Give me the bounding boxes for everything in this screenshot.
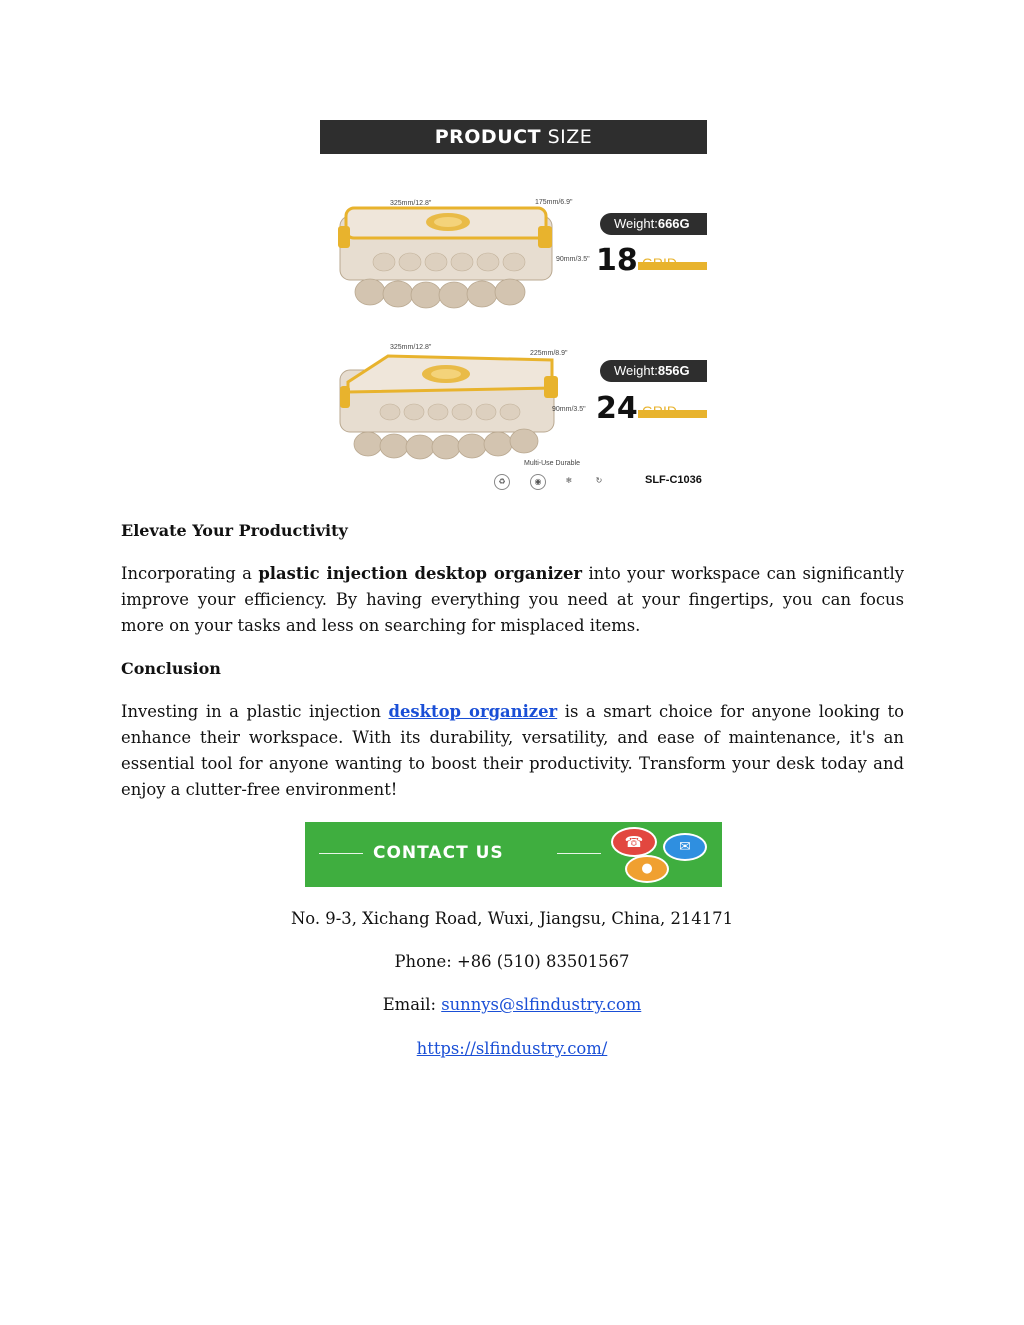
grid-word: GRID [642,255,677,271]
website-line [0,1038,1024,1060]
phone-icon: ☎ [611,827,657,857]
weight-label: Weight: [614,363,658,378]
contact-us-banner [305,822,722,887]
paragraph-productivity [121,561,904,639]
paragraph-text: Investing in a plastic injection [121,702,389,721]
paragraph-text: into your workspace can significantly improve your efficiency. By having everything you need at your fingertips, you can focus more on your tasks and less on searching for misplaced items. [121,564,904,635]
box18-width-dimension: 175mm/6.9" [535,199,573,206]
paragraph-conclusion [121,699,904,803]
email-link[interactable]: sunnys@slfindustry.com [441,995,642,1014]
weight-value: 666G [657,216,690,231]
box18-weight-tag [600,213,707,235]
section-heading-productivity: Elevate Your Productivity [121,521,348,540]
grid-number: 24 [596,391,638,426]
box24-width-dimension: 225mm/8.9" [530,350,568,357]
weight-label: Weight: [614,216,658,231]
paragraph-text: Incorporating a [121,564,259,583]
box18-length-dimension: 325mm/12.8" [390,200,432,207]
snowflake-icon: ❄ [565,476,573,485]
keyword-bold: plastic injection desktop organizer [258,564,583,583]
box24-length-dimension: 325mm/12.8" [390,344,432,351]
email-label: Email: [382,995,442,1014]
company-address: No. 9-3, Xichang Road, Wuxi, Jiangsu, China, 214171 [290,909,734,928]
organizer-18-illustration [338,200,558,315]
product-size-image [320,120,707,505]
weight-value: 856G [657,363,690,378]
box24-height-dimension: 90mm/3.5" [552,406,586,413]
company-phone: Phone: +86 (510) 83501567 [394,952,630,971]
paragraph-text: is a smart choice for anyone looking to enhance their workspace. With its durability, versatility, and ease of maintenance, it's an essential tool for anyone wanting to boost their productivity. Transform your desk today and enjoy a clutter-free environment! [121,702,905,799]
feature-icons [498,460,630,500]
product-size-banner [320,120,707,154]
grid-word: GRID [642,403,677,419]
model-code: SLF-C1036 [645,474,702,486]
refresh-icon: ↻ [595,476,603,485]
grid-number: 18 [596,243,638,278]
banner-right-line [557,853,601,854]
banner-left-line [319,853,363,854]
mail-icon: ✉ [663,833,707,861]
eye-icon: ◉ [530,474,546,490]
recycle-icon: ♻ [494,474,510,490]
organizer-24-illustration [338,348,563,466]
banner-bold-text: PRODUCT [434,126,542,148]
feature-title: Multi-Use Durable [524,460,581,467]
company-email-line [0,994,1024,1016]
contact-us-text: CONTACT US [373,843,504,863]
box18-height-dimension: 90mm/3.5" [556,256,590,263]
website-link[interactable]: https://slfindustry.com/ [416,1039,608,1058]
location-pin-icon: ● [625,855,669,883]
section-heading-conclusion: Conclusion [121,659,221,678]
box24-weight-tag [600,360,707,382]
desktop-organizer-link[interactable]: desktop organizer [388,702,558,721]
box24-grid-count [594,392,707,426]
box18-grid-count [594,244,707,278]
banner-light-text: SIZE [547,126,593,148]
